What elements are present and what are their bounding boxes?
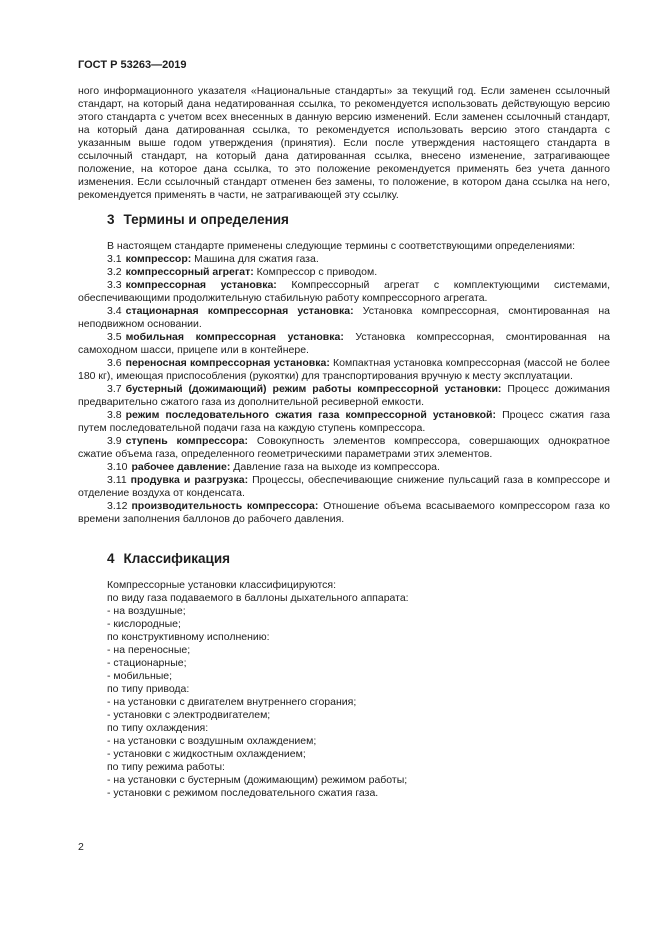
term-name: производительность компрессора: <box>131 500 319 512</box>
term-name: ступень компрессора: <box>125 435 248 447</box>
term-definition: Процесс сжатия газа путем последовательной подачи газа на каждую ступень компрессора. <box>78 409 610 434</box>
classification-line: Компрессорные установки классифицируются: <box>107 579 337 591</box>
term-3-3 <box>78 279 610 305</box>
classification-line: - установки с электродвигателем; <box>107 709 271 721</box>
section-4-heading <box>78 551 610 567</box>
term-name: компрессорная установка: <box>125 279 277 291</box>
term-3-4 <box>78 305 610 331</box>
document-header: ГОСТ Р 53263—2019 <box>78 59 187 71</box>
classification-line: по конструктивному исполнению: <box>107 631 270 643</box>
term-definition: Процессы, обеспечивающие снижение пульсаций газа в компрессоре и отделение воздуха от конденсата. <box>78 474 611 499</box>
classification-line: - кислородные; <box>107 618 181 630</box>
term-definition: Давление газа на выходе из компрессора. <box>233 461 440 473</box>
section-3-title: Термины и определения <box>123 212 289 227</box>
classification-line: - на установки с двигателем внутреннего сгорания; <box>107 696 357 708</box>
term-number: 3.8 <box>107 409 122 421</box>
term-definition: Процесс дожимания предварительно сжатого газа из дополнительной ресиверной емкости. <box>78 383 610 408</box>
classification-line: - на переносные; <box>107 644 191 656</box>
term-number: 3.10 <box>107 461 128 473</box>
term-name: переносная компрессорная установка: <box>125 357 330 369</box>
term-definition: Компрессорный агрегат с комплектующими системами, обеспечивающими продолжительную стабильную работу компрессорного агрегата. <box>78 279 610 304</box>
term-number: 3.11 <box>107 474 127 486</box>
term-number: 3.3 <box>107 279 122 291</box>
classification-line: по типу охлаждения: <box>107 722 209 734</box>
term-3-7 <box>78 383 610 409</box>
intro-paragraph: ного информационного указателя «Национальные стандарты» за текущий год. Если заменен ссылочный стандарт, на который дана недатированная ссылка, то рекомендуется использовать действующую версию этого стандарта с учетом всех внесенных в данную версию изменений. Если заменен ссылочный стандарт, на который дана датированная ссылка, то рекомендуется использовать версию этого стандарта с указанным выше годом утверждения (принятия). Если после утверждения настоящего стандарта в ссылочный стандарт, на который дана датированная ссылка, внесено изменение, затрагивающее положение, на которое дана ссылка, то это положение рекомендуется применять без учета данного изменения. Если ссылочный стандарт отменен без замены, то положение, в котором дана ссылка на него, рекомендуется применять в части, не затрагивающей эту ссылку. <box>78 85 610 201</box>
classification-line: - на установки с воздушным охлаждением; <box>107 735 317 747</box>
classification-line: по типу режима работы: <box>107 761 225 773</box>
term-name: продувка и разгрузка: <box>130 474 249 486</box>
classification-line: - на установки с бустерным (дожимающим) режимом работы; <box>107 774 408 786</box>
section-3-number: 3 <box>107 212 115 227</box>
term-name: режим последовательного сжатия газа компрессорной установкой: <box>125 409 496 421</box>
term-3-1 <box>78 253 610 266</box>
term-number: 3.1 <box>107 253 122 265</box>
term-3-8 <box>78 409 610 435</box>
term-3-2 <box>78 266 610 279</box>
term-3-12 <box>78 500 610 526</box>
classification-line: - мобильные; <box>107 670 173 682</box>
term-name: компрессор: <box>125 253 192 265</box>
term-3-9 <box>78 435 610 461</box>
term-definition: Установка компрессорная, смонтированная на неподвижном основании. <box>78 305 611 330</box>
section-4-title: Классификация <box>123 551 231 566</box>
term-name: компрессорный агрегат: <box>125 266 254 278</box>
classification-line: - на воздушные; <box>107 605 186 617</box>
term-number: 3.4 <box>107 305 122 317</box>
term-definition: Совокупность элементов компрессора, совершающих однократное сжатие объема газа, определенного геометрическими параметрами этих элементов. <box>78 435 610 460</box>
page-number: 2 <box>78 841 84 853</box>
term-number: 3.2 <box>107 266 122 278</box>
classification-line: по типу привода: <box>107 683 190 695</box>
classification-line: - стационарные; <box>107 657 187 669</box>
term-3-10 <box>78 461 610 474</box>
section-4-number: 4 <box>107 551 115 566</box>
classification-line: - установки с режимом последовательного сжатия газа. <box>107 787 379 799</box>
classification-line: - установки с жидкостным охлаждением; <box>107 748 306 760</box>
term-name: мобильная компрессорная установка: <box>125 331 344 343</box>
term-definition: Компактная установка компрессорная (массой не более 180 кг), имеющая приспособления (рукоятки) для транспортирования вручную к месту эксплуатации. <box>78 357 611 382</box>
term-number: 3.6 <box>107 357 122 369</box>
term-name: рабочее давление: <box>131 461 231 473</box>
term-name: бустерный (дожимающий) режим работы компрессорной установки: <box>125 383 502 395</box>
term-number: 3.5 <box>107 331 122 343</box>
term-number: 3.12 <box>107 500 128 512</box>
term-name: стационарная компрессорная установка: <box>125 305 354 317</box>
classification-line: по виду газа подаваемого в баллоны дыхательного аппарата: <box>107 592 409 604</box>
term-number: 3.9 <box>107 435 122 447</box>
term-number: 3.7 <box>107 383 122 395</box>
term-3-11 <box>78 474 610 500</box>
term-3-5 <box>78 331 610 357</box>
term-3-6 <box>78 357 610 383</box>
term-definition: Машина для сжатия газа. <box>194 253 319 265</box>
section-3-intro: В настоящем стандарте применены следующие термины с соответствующими определениями: <box>107 240 576 252</box>
term-definition: Отношение объема всасываемого компрессором газа ко времени заполнения баллонов до рабочего давления. <box>78 500 611 525</box>
term-definition: Установка компрессорная, смонтированная на самоходном шасси, прицепе или в контейнере. <box>78 331 610 356</box>
term-definition: Компрессор с приводом. <box>256 266 378 278</box>
section-3-heading <box>78 212 610 228</box>
